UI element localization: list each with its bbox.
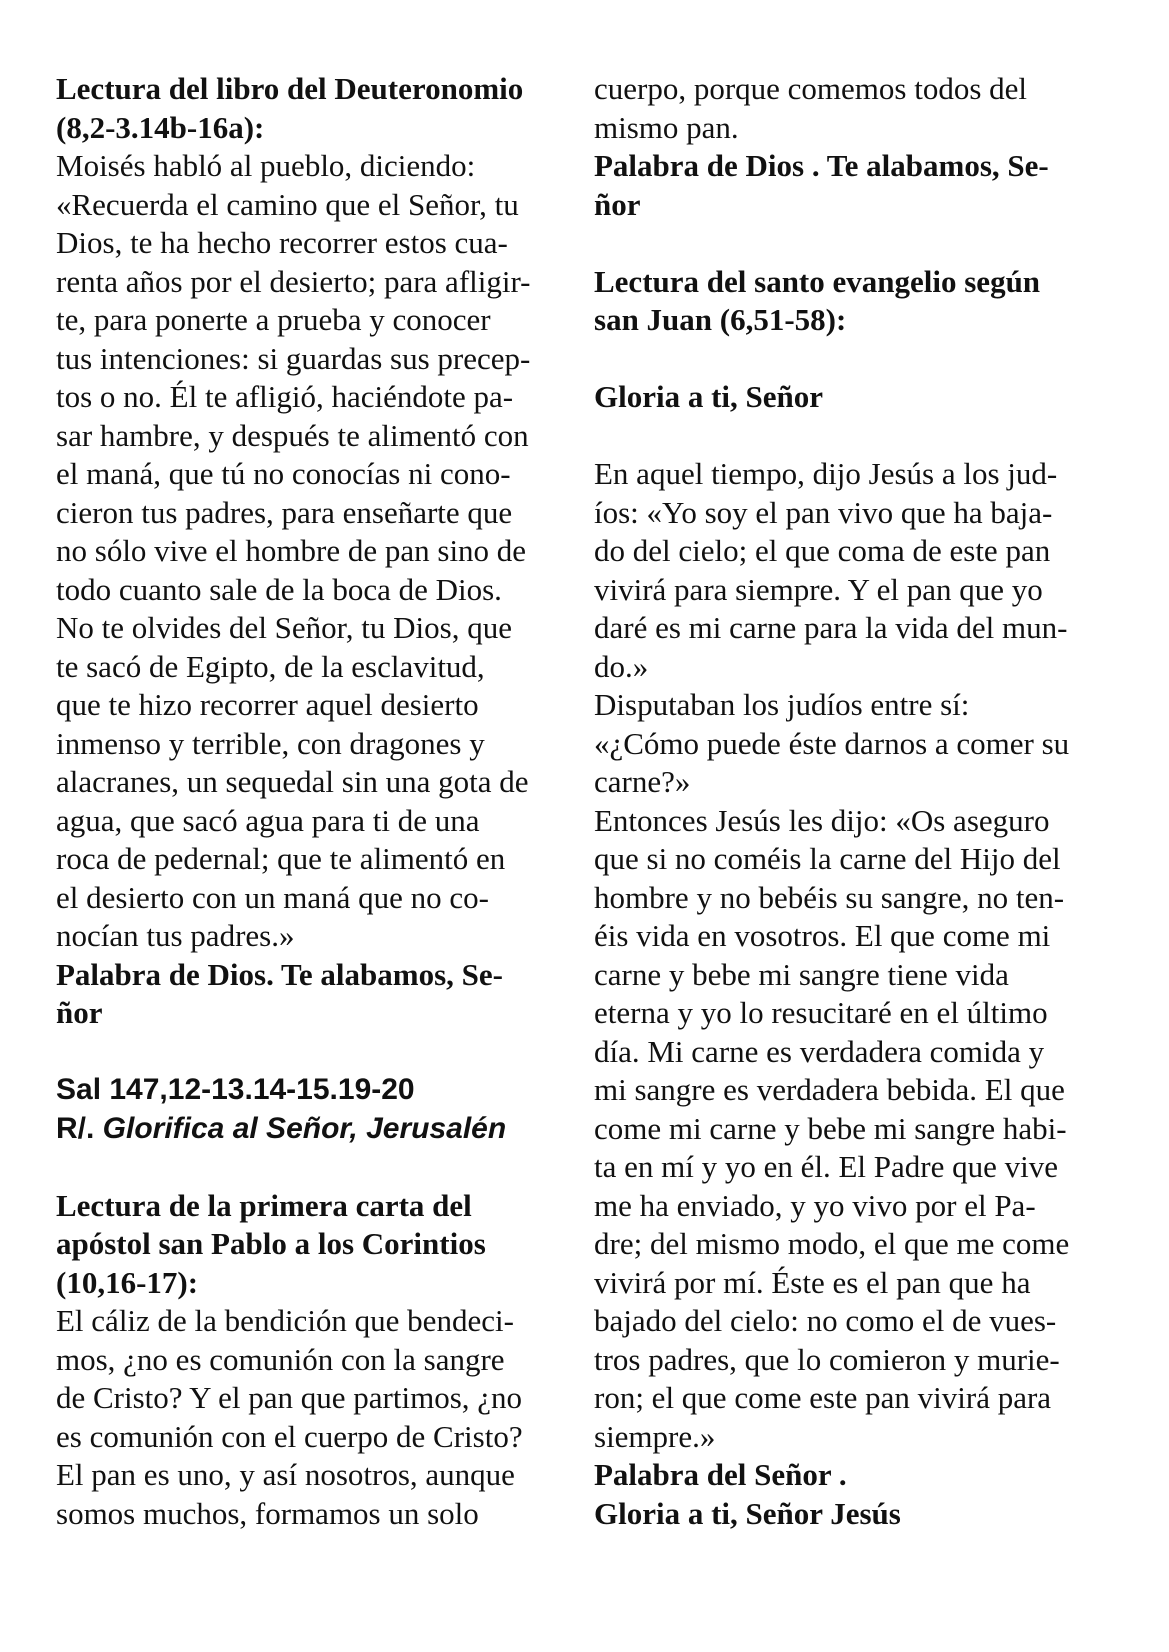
psalm-response [56, 1110, 576, 1149]
text-line: íos: «Yo soy el pan vivo que ha baja- [594, 494, 1053, 530]
text-line: día. Mi carne es verdadera comida y [594, 1033, 1045, 1069]
left-column [56, 70, 576, 1533]
text-line: Disputaban los judíos entre sí: [594, 687, 970, 722]
text-line: el desierto con un maná que no co- [56, 879, 489, 915]
text-line: nocían tus padres.» [56, 918, 295, 953]
second-reading-continued [594, 70, 1154, 224]
text-line: Entonces Jesús les dijo: «Os aseguro [594, 802, 1050, 838]
response-prefix: R/. [56, 1111, 103, 1145]
text-line: el maná, que tú no conocías ni cono- [56, 456, 511, 491]
reading-title: apóstol san Pablo a los Corintios [56, 1226, 486, 1261]
text-line: que te hizo recorrer aquel desierto [56, 687, 479, 722]
right-column [594, 70, 1154, 1533]
gospel-closing: Palabra del Señor . [594, 1457, 847, 1492]
text-line: carne y bebe mi sangre tiene vida [594, 956, 1009, 992]
reading-closing: Palabra de Dios . Te alabamos, Se- [594, 148, 1049, 183]
text-line: El cáliz de la bendición que bendeci- [56, 1303, 514, 1338]
text-line: bajado del cielo: no como el de vues- [594, 1303, 1057, 1338]
text-line: tus intenciones: si guardas sus precep- [56, 340, 531, 376]
gospel-closing: Gloria a ti, Señor Jesús [594, 1495, 901, 1531]
text-line: cieron tus padres, para enseñarte que [56, 494, 513, 530]
text-line: «¿Cómo puede éste darnos a comer su [594, 725, 1070, 761]
text-line: te sacó de Egipto, de la esclavitud, [56, 648, 485, 684]
gospel-title: Lectura del santo evangelio según [594, 263, 1041, 299]
text-line: es comunión con el cuerpo de Cristo? [56, 1418, 523, 1454]
text-line: agua, que sacó agua para ti de una [56, 802, 480, 838]
text-line: tros padres, que lo comieron y murie- [594, 1341, 1060, 1377]
text-line: somos muchos, formamos un solo [56, 1495, 479, 1531]
spacer [594, 417, 1154, 456]
spacer [56, 1148, 576, 1187]
text-line: No te olvides del Señor, tu Dios, que [56, 610, 512, 645]
text-line: come mi carne y bebe mi sangre habi- [594, 1110, 1067, 1146]
reading-title: (8,2-3.14b-16a): [56, 109, 265, 145]
text-line: Dios, te ha hecho recorrer estos cua- [56, 225, 508, 260]
reading-closing: ñor [594, 186, 641, 222]
text-line: inmenso y terrible, con dragones y [56, 725, 485, 761]
reading-title: Lectura de la primera carta del [56, 1187, 472, 1223]
text-line: El pan es uno, y así nosotros, aunque [56, 1457, 515, 1492]
text-line: dre; del mismo modo, el que me come [594, 1226, 1070, 1261]
response-text: Glorifica al Señor, Jerusalén [102, 1111, 507, 1145]
text-line: mos, ¿no es comunión con la sangre [56, 1341, 505, 1377]
text-line: hombre y no bebéis su sangre, no ten- [594, 879, 1065, 915]
text-line: En aquel tiempo, dijo Jesús a los jud- [594, 456, 1058, 491]
text-line: ta en mí y yo en él. El Padre que vive [594, 1149, 1059, 1184]
reading-title: (10,16-17): [56, 1264, 199, 1300]
reading-body [56, 147, 576, 956]
text-line: no sólo vive el hombre de pan sino de [56, 533, 527, 568]
text-line: roca de pedernal; que te alimentó en [56, 841, 506, 876]
reading-closing: ñor [56, 995, 103, 1030]
text-line: siempre.» [594, 1418, 716, 1454]
text-line: te, para ponerte a prueba y conocer [56, 302, 491, 337]
text-line: ron; el que come este pan vivirá para [594, 1380, 1052, 1415]
text-line: me ha enviado, y yo vivo por el Pa- [594, 1187, 1036, 1223]
spacer [594, 224, 1154, 263]
text-line: «Recuerda el camino que el Señor, tu [56, 186, 519, 222]
gospel [594, 263, 1154, 1534]
text-line: eterna y yo lo resucitaré en el último [594, 995, 1048, 1030]
reading-title: Lectura del libro del Deuteronomio [56, 71, 524, 106]
text-line: todo cuanto sale de la boca de Dios. [56, 571, 502, 607]
text-line: cuerpo, porque comemos todos del [594, 71, 1028, 106]
psalm-reference: Sal 147,12-13.14-15.19-20 [56, 1073, 415, 1106]
text-line: vivirá para siempre. Y el pan que yo [594, 571, 1043, 607]
spacer [594, 340, 1154, 379]
text-line: do.» [594, 648, 649, 684]
second-reading [56, 1187, 576, 1534]
reading-body [594, 70, 1154, 147]
text-line: de Cristo? Y el pan que partimos, ¿no [56, 1380, 523, 1415]
text-line: éis vida en vosotros. El que come mi [594, 918, 1051, 953]
text-line: do del cielo; el que coma de este pan [594, 533, 1051, 568]
text-line: sar hambre, y después te alimentó con [56, 417, 529, 453]
text-line: alacranes, un sequedal sin una gota de [56, 764, 529, 799]
reading-body [56, 1302, 576, 1533]
gospel-body [594, 455, 1154, 1456]
text-line: vivirá por mí. Éste es el pan que ha [594, 1264, 1031, 1300]
text-line: mismo pan. [594, 109, 739, 145]
text-line: tos o no. Él te afligió, haciéndote pa- [56, 379, 514, 414]
text-line: mi sangre es verdadera bebida. El que [594, 1072, 1065, 1107]
first-reading [56, 70, 576, 1033]
text-line: que si no coméis la carne del Hijo del [594, 841, 1061, 876]
text-line: daré es mi carne para la vida del mun- [594, 610, 1068, 645]
text-line: renta años por el desierto; para afligir- [56, 263, 531, 299]
text-line: carne?» [594, 764, 691, 799]
spacer [56, 1033, 576, 1072]
gospel-title: san Juan (6,51-58): [594, 302, 847, 337]
gospel-acclamation: Gloria a ti, Señor [594, 379, 824, 414]
reading-closing: Palabra de Dios. Te alabamos, Se- [56, 956, 503, 992]
psalm [56, 1071, 576, 1148]
text-line: Moisés habló al pueblo, diciendo: [56, 148, 476, 183]
